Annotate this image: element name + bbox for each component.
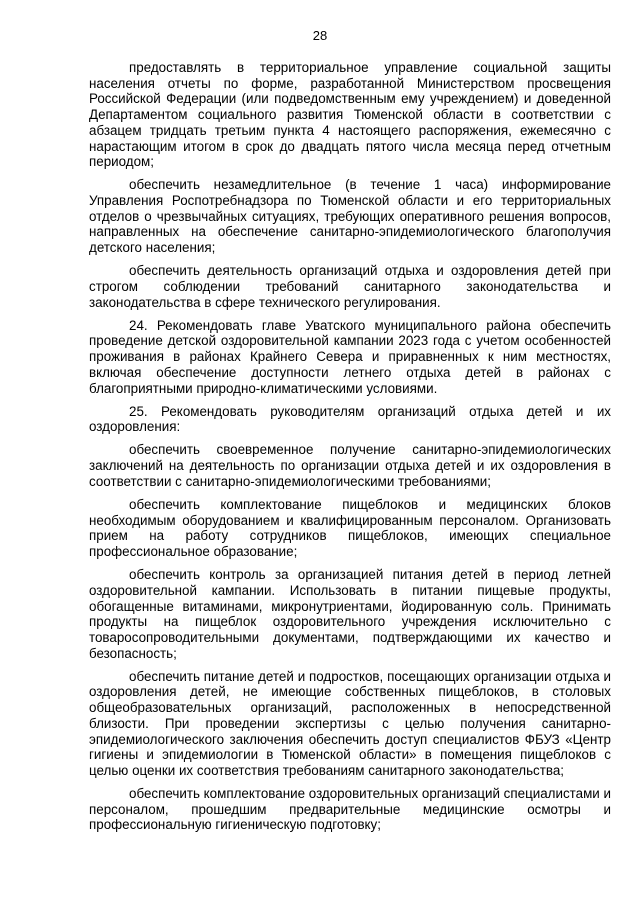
- paragraph-activity: обеспечить деятельность организаций отдыха и оздоровления детей при строгом соблюдении требований санитарного законодательства и законодательства в сфере технического регулирования.: [89, 263, 611, 310]
- paragraph-item-24: 24. Рекомендовать главе Уватского муниципального района обеспечить проведение детской оздоровительной кампании 2023 года с учетом особенностей проживания в районах Крайнего Севера и приравненных к ним местностях, включая обеспечение доступности летнего отдыха детей в районах с благоприятными природно-климатическими условиями.: [89, 317, 611, 396]
- paragraph-staffing-kitchens: обеспечить комплектование пищеблоков и медицинских блоков необходимым оборудованием и квалифицированным персоналом. Организовать прием на работу сотрудников пищеблоков, имеющих специальное профессиональное образование;: [89, 496, 611, 560]
- paragraph-item-25: 25. Рекомендовать руководителям организаций отдыха детей и их оздоровления:: [89, 403, 611, 435]
- paragraph-sanitary-conclusions: обеспечить своевременное получение санитарно-эпидемиологических заключений на деятельность по организации отдыха детей и их оздоровления в соответствии с санитарно-эпидемиологическими требованиями;: [89, 442, 611, 489]
- paragraph-staff-training: обеспечить комплектование оздоровительных организаций специалистами и персоналом, прошедшим предварительные медицинские осмотры и профессиональную гигиеническую подготовку;: [89, 786, 611, 833]
- paragraph-notification: обеспечить незамедлительное (в течение 1 часа) информирование Управления Роспотребнадзора по Тюменской области и его территориальных отделов о чрезвычайных ситуациях, требующих оперативного решения вопросов, направленных на обеспечение санитарно-эпидемиологического благополучия детского населения;: [89, 177, 611, 256]
- document-body: [89, 60, 611, 841]
- paragraph-reports: предоставлять в территориальное управление социальной защиты населения отчеты по форме, разработанной Министерством просвещения Российской Федерации (или подведомственным ему учреждением) и доведенной Департаментом социального развития Тюменской области в соответствии с абзацем тридцать третьим пункта 4 настоящего распоряжения, ежемесячно с нарастающим итогом в срок до двадцать пятого числа месяца перед отчетным периодом;: [89, 60, 611, 170]
- paragraph-nutrition-control: обеспечить контроль за организацией питания детей в период летней оздоровительной кампании. Использовать в питании пищевые продукты, обогащенные витаминами, микронутриентами, йодированную соль. Принимать продукты на пищеблок оздоровительного учреждения исключительно с товаросопроводительными документами, подтверждающими их качество и безопасность;: [89, 567, 611, 661]
- paragraph-child-meals: обеспечить питание детей и подростков, посещающих организации отдыха и оздоровления детей, не имеющие собственных пищеблоков, в столовых общеобразовательных организаций, расположенных в непосредственной близости. При проведении экспертизы с целью получения санитарно-эпидемиологического заключения обеспечить доступ специалистов ФБУЗ «Центр гигиены и эпидемиологии в Тюменской области» в помещения пищеблоков с целью оценки их соответствия требованиям санитарного законодательства;: [89, 668, 611, 778]
- page-number: 28: [312, 28, 328, 43]
